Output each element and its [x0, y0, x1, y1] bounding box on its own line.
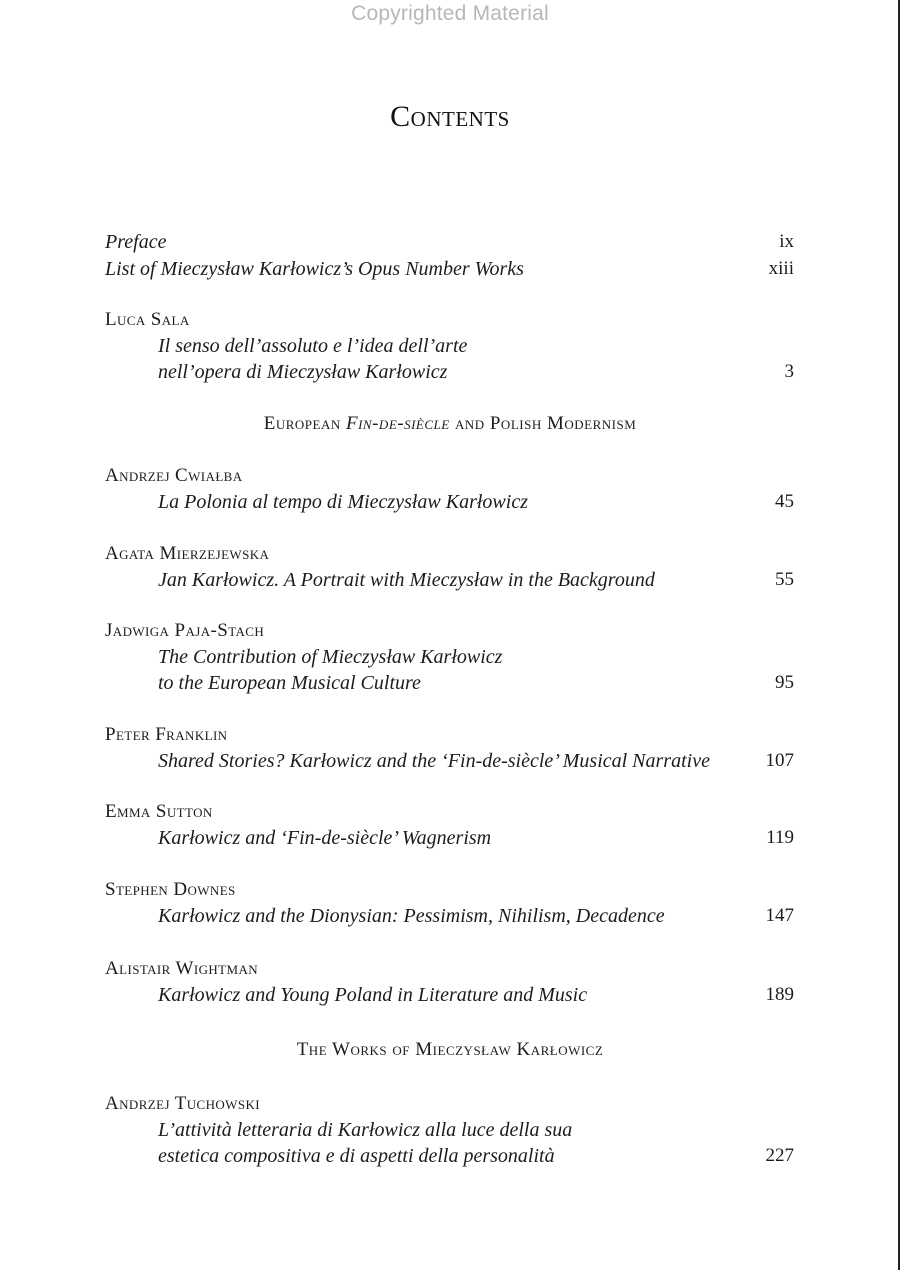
toc-entry-title-line[interactable]: [0, 747, 900, 775]
page-number: 95: [775, 672, 794, 693]
front-matter-title: List of Mieczysław Karłowicz’s Opus Number Works: [105, 258, 524, 280]
chapter-title: estetica compositiva e di aspetti della personalità: [158, 1145, 555, 1167]
toc-entry-title-line[interactable]: [0, 902, 900, 930]
author-name: Peter Franklin: [105, 724, 228, 745]
chapter-title: Karłowicz and Young Poland in Literature and Music: [158, 984, 588, 1006]
toc-entry-title-line[interactable]: [0, 824, 900, 852]
toc-entry-title-line[interactable]: [0, 643, 900, 671]
copyright-watermark: Copyrighted Material: [351, 2, 549, 25]
toc-entry-author: [0, 721, 900, 749]
section-heading-european: [0, 410, 900, 438]
toc-entry-author: [0, 306, 900, 334]
section-heading-text: European: [263, 413, 346, 434]
toc-entry-title-line[interactable]: [0, 669, 900, 697]
toc-entry-title-line[interactable]: [0, 566, 900, 594]
section-heading-italic: Fin-de-siècle: [346, 413, 450, 434]
chapter-title: The Contribution of Mieczysław Karłowicz: [158, 646, 503, 668]
page-number: 119: [766, 827, 794, 848]
toc-entry-author: [0, 617, 900, 645]
toc-entry-title-line[interactable]: [0, 1142, 900, 1170]
page-number: 45: [775, 491, 794, 512]
toc-entry-author: [0, 462, 900, 490]
toc-row-preface[interactable]: [0, 228, 900, 256]
page-title: Contents: [390, 100, 510, 133]
chapter-title: Il senso dell’assoluto e l’idea dell’arte: [158, 335, 468, 357]
toc-entry-author: [0, 1090, 900, 1118]
author-name: Luca Sala: [105, 309, 190, 330]
page-number: 107: [765, 750, 794, 771]
page-number: xiii: [768, 258, 794, 279]
chapter-title: Karłowicz and ‘Fin-de-siècle’ Wagnerism: [158, 827, 492, 849]
chapter-title: L’attività letteraria di Karłowicz alla luce della sua: [158, 1119, 573, 1141]
toc-entry-title-line[interactable]: [0, 981, 900, 1009]
toc-entry-author: [0, 540, 900, 568]
author-name: Andrzej Cwiałba: [105, 465, 243, 486]
page-number: 55: [775, 569, 794, 590]
toc-row-opus-list[interactable]: [0, 255, 900, 283]
author-name: Emma Sutton: [105, 801, 213, 822]
toc-entry-author: [0, 798, 900, 826]
page-number: 147: [765, 905, 794, 926]
author-name: Jadwiga Paja-Stach: [105, 620, 265, 641]
toc-entry-author: [0, 955, 900, 983]
page-number: 3: [784, 361, 794, 382]
toc-entry-title-line[interactable]: [0, 358, 900, 386]
author-name: Alistair Wightman: [105, 958, 259, 979]
chapter-title: Karłowicz and the Dionysian: Pessimism, Nihilism, Decadence: [158, 905, 665, 927]
toc-entry-title-line[interactable]: [0, 1116, 900, 1144]
chapter-title: to the European Musical Culture: [158, 672, 421, 694]
toc-entry-title-line[interactable]: [0, 488, 900, 516]
front-matter-title: Preface: [105, 231, 167, 253]
chapter-title: Shared Stories? Karłowicz and the ‘Fin-de-siècle’ Musical Narrative: [158, 750, 710, 772]
page-number: 189: [765, 984, 794, 1005]
chapter-title: nell’opera di Mieczysław Karłowicz: [158, 361, 448, 383]
toc-entry-title-line[interactable]: [0, 332, 900, 360]
author-name: Agata Mierzejewska: [105, 543, 270, 564]
chapter-title: La Polonia al tempo di Mieczysław Karłowicz: [158, 491, 528, 513]
page-number: 227: [765, 1145, 794, 1166]
section-heading-text: and Polish Modernism: [449, 413, 637, 434]
toc-entry-author: [0, 876, 900, 904]
page-number: ix: [779, 231, 794, 252]
section-heading-works: The Works of Mieczysław Karłowicz: [296, 1039, 604, 1060]
author-name: Stephen Downes: [105, 879, 236, 900]
author-name: Andrzej Tuchowski: [105, 1093, 260, 1114]
chapter-title: Jan Karłowicz. A Portrait with Mieczysław in the Background: [158, 569, 655, 591]
